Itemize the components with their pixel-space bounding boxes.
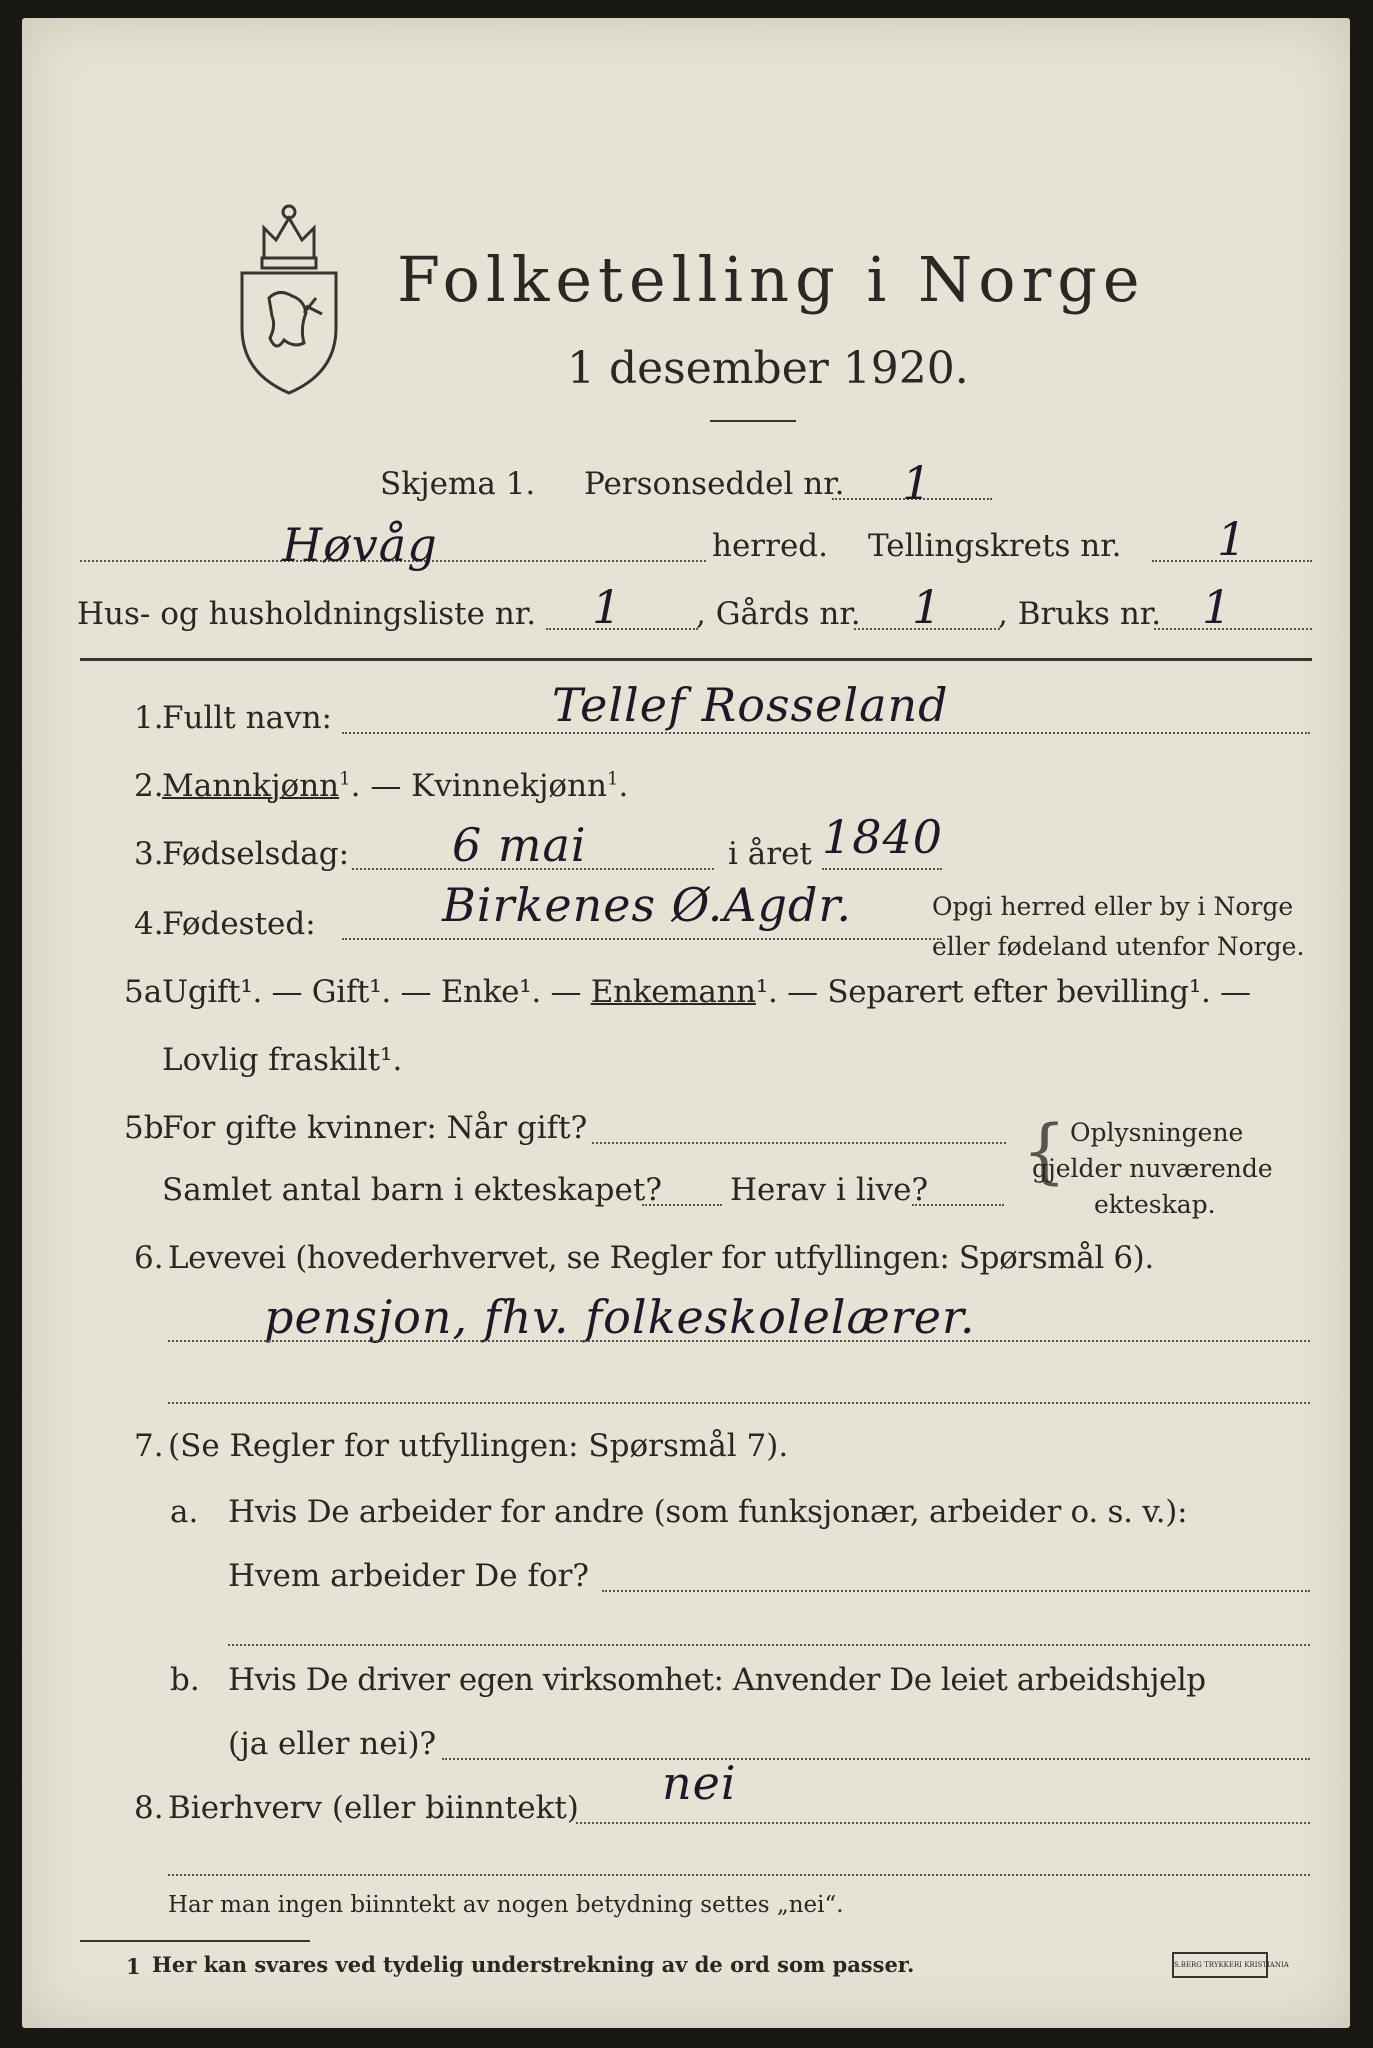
husliste-value: 1 — [592, 580, 623, 634]
q7a-letter: a. — [170, 1494, 199, 1530]
tellingskrets-value: 1 — [1217, 512, 1248, 566]
q5b-children-label: Samlet antal barn i ekteskapet? — [162, 1172, 662, 1208]
q5b-note-line1: Oplysningene — [1070, 1118, 1244, 1147]
form-title: Folketelling i Norge — [397, 243, 1146, 316]
q7b-letter: b. — [170, 1662, 200, 1698]
bruks-value: 1 — [1202, 580, 1233, 634]
q5a-options: Ugift¹. — Gift¹. — Enke¹. — Enkemann¹. — Separert efter bevilling¹. — — [162, 974, 1251, 1010]
census-date: 1 desember 1920. — [567, 343, 969, 394]
q4-label: Fødested: — [162, 906, 316, 942]
q2-number: 2. — [134, 768, 164, 804]
coat-of-arms-icon — [234, 188, 344, 398]
personseddel-label: Personseddel nr. — [584, 466, 845, 502]
gards-value: 1 — [912, 580, 943, 634]
q1-label: Fullt navn: — [162, 700, 332, 736]
q5b-alive-label: Herav i live? — [730, 1172, 929, 1208]
bruks-label: , Bruks nr. — [998, 596, 1162, 632]
occupation-value: pensjon, fhv. folkeskolelærer. — [264, 1290, 976, 1344]
q2-options: Mannkjønn$^1$. — Kvinnekjønn$^1$. — [162, 768, 629, 804]
q6-label: Levevei (hovederhvervet, se Regler for utfyllingen: Spørsmål 6). — [168, 1240, 1154, 1276]
q1-number: 1. — [134, 700, 164, 736]
footnote-text: Her kan svares ved tydelig understrekning av de ord som passer. — [152, 1952, 915, 1977]
husliste-label: Hus- og husholdningsliste nr. — [77, 596, 537, 632]
kvinnekjonn-option: Kvinnekjønn — [411, 768, 608, 804]
q3-number: 3. — [134, 836, 164, 872]
q5b-when-married-label: For gifte kvinner: Når gift? — [162, 1110, 588, 1146]
q8-label: Bierhverv (eller biinntekt) — [168, 1790, 579, 1826]
q7a-question: Hvem arbeider De for? — [228, 1558, 590, 1594]
q7-label: (Se Regler for utfyllingen: Spørsmål 7). — [168, 1428, 789, 1464]
birth-year-value: 1840 — [822, 810, 944, 864]
herred-value: Høvåg — [282, 518, 438, 572]
skjema-label: Skjema 1. — [380, 466, 536, 502]
footer-note: Har man ingen biinntekt av nogen betydning settes „nei“. — [168, 1892, 844, 1918]
q7b-question: (ja eller nei)? — [228, 1726, 437, 1762]
birth-day-value: 6 mai — [452, 818, 587, 872]
full-name-value: Tellef Rosseland — [552, 678, 949, 732]
q5a-line2: Lovlig fraskilt¹. — [162, 1042, 403, 1078]
year-label: i året — [728, 836, 812, 872]
q7b-text: Hvis De driver egen virksomhet: Anvender De leiet arbeidshjelp — [228, 1662, 1206, 1698]
footnote-divider — [80, 1940, 310, 1942]
q4-number: 4. — [134, 906, 164, 942]
gards-label: , Gårds nr. — [696, 596, 861, 632]
q5b-note-line3: ekteskap. — [1094, 1190, 1216, 1219]
tellingskrets-label: Tellingskrets nr. — [868, 528, 1122, 564]
census-form — [22, 18, 1350, 2028]
q4-note-line1: Opgi herred eller by i Norge — [932, 892, 1294, 921]
q7-number: 7. — [134, 1428, 164, 1464]
q3-label: Fødselsdag: — [162, 836, 350, 872]
q5b-note-line2: gjelder nuværende — [1032, 1154, 1273, 1183]
header-divider — [80, 658, 1312, 661]
herred-label: herred. — [712, 528, 828, 564]
q6-number: 6. — [134, 1240, 164, 1276]
q5a-number: 5a — [124, 974, 163, 1010]
birthplace-value: Birkenes Ø.Agdr. — [442, 878, 852, 932]
printer-stamp: S.BERG TRYKKERI KRISTIANIA — [1172, 1952, 1268, 1978]
mannkjonn-option: Mannkjønn — [162, 768, 340, 804]
enkemann-option: Enkemann — [590, 974, 756, 1010]
personseddel-value: 1 — [902, 456, 933, 510]
q5b-number: 5b — [124, 1110, 164, 1146]
title-divider — [710, 420, 796, 422]
side-income-value: nei — [662, 1756, 737, 1810]
q4-note-line2: eller fødeland utenfor Norge. — [932, 932, 1305, 961]
q8-number: 8. — [134, 1790, 164, 1826]
q5b-brace: { — [1022, 1110, 1067, 1192]
footnote-number: 1 — [126, 1954, 141, 1979]
q7a-text: Hvis De arbeider for andre (som funksjonær, arbeider o. s. v.): — [228, 1494, 1188, 1530]
